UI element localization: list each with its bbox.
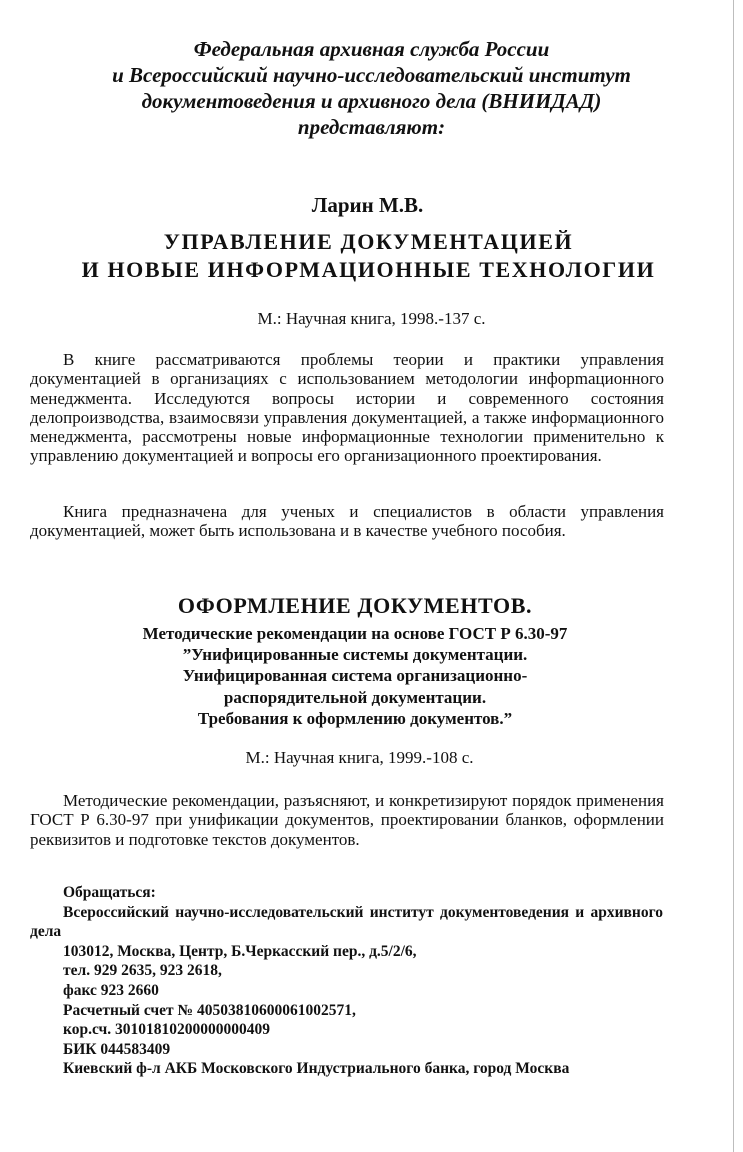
contact-bank: Киевский ф-л АКБ Московского Индустриального банка, город Москва (63, 1060, 570, 1078)
contact-address: 103012, Москва, Центр, Б.Черкасский пер., д.5/2/6, (63, 942, 417, 960)
book2-subtitle-line: Требования к оформлению документов.” (197, 708, 513, 728)
contact-phones: тел. 929 2635, 923 2618, (63, 962, 222, 980)
header-line: документоведения и архивного дела (ВНИИДАД) (141, 89, 602, 113)
header-line: Федеральная архивная служба России (193, 37, 550, 61)
contact-bik: БИК 044583409 (63, 1040, 171, 1058)
book2-subtitle-line: Унифицированная система организационно- (182, 666, 528, 686)
book2-imprint: М.: Научная книга, 1999.-108 с. (245, 748, 474, 767)
contact-fax: факс 923 2660 (63, 981, 159, 999)
book2-description-paragraph: Методические рекомендации, разъясняют, и конкретизируют порядок применения ГОСТ Р 6.30-97 при унификации документов, проектировании бланков, оформлении реквизитов и подготовке текстов документов. (30, 791, 664, 849)
book2-subtitle-line: распорядительной документации. (223, 687, 487, 707)
contact-heading: Обращаться: (63, 884, 156, 901)
header-line: и Всероссийский научно-исследовательский институт (112, 63, 631, 87)
contact-corr-account: кор.сч. 30101810200000000409 (63, 1021, 271, 1039)
contact-account: Расчетный счет № 40503810600061002571, (63, 1001, 356, 1019)
book2-subtitle-line: ”Унифицированные системы документации. (182, 645, 528, 665)
publisher-header (0, 36, 743, 140)
book1-author: Ларин М.В. (311, 193, 424, 217)
book1-title-line: УПРАВЛЕНИЕ ДОКУМЕНТАЦИЕЙ (163, 229, 574, 254)
contact-institute: Всероссийский научно-исследовательский институт документоведения и архивного дела (30, 903, 663, 941)
book1-imprint: М.: Научная книга, 1998.-137 с. (257, 309, 486, 328)
book2-title: ОФОРМЛЕНИЕ ДОКУМЕНТОВ. (177, 593, 533, 618)
book2-subtitle (0, 623, 710, 729)
book1-title (0, 228, 737, 284)
book1-title-line: И НОВЫЕ ИНФОРМАЦИОННЫЕ ТЕХНОЛОГИИ (81, 257, 656, 282)
book2-subtitle-line: Методические рекомендации на основе ГОСТ Р 6.30-97 (142, 624, 568, 643)
header-line: представляют: (297, 115, 446, 139)
book1-description-paragraph: В книге рассматриваются проблемы теории и практики управления документацией в организациях с использованием методологии инфорmационного менеджмента. Исследуются вопросы истории и современного состояния делопроизводства, взаимосвязи управления документацией, а также информационного менеджмента, рассмотрены новые информационные технологии применительно к управлению документацией и вопросы его организационного проектирования. (30, 350, 664, 466)
book1-description-paragraph: Книга предназначена для ученых и специалистов в области управления документацией, может быть использована и в качестве учебного пособия. (30, 502, 664, 541)
contact-block (30, 883, 663, 1079)
